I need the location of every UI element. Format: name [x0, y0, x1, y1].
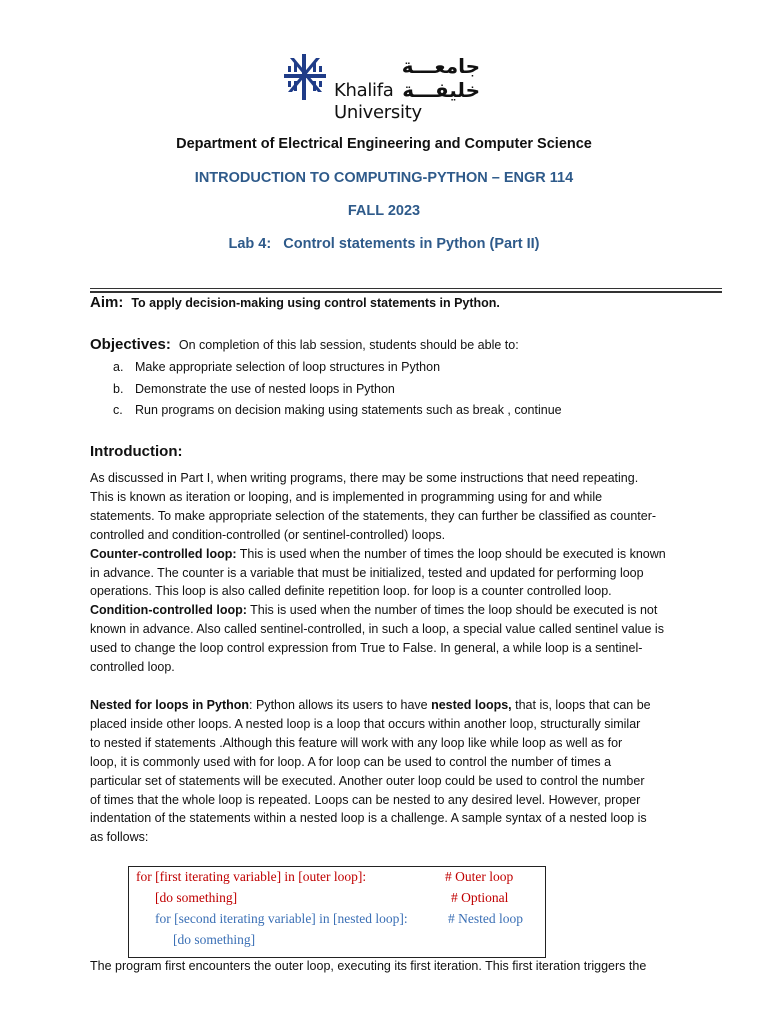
- list-item-text: Demonstrate the use of nested loops in Python: [135, 381, 395, 396]
- text-span: : Python allows its users to have: [249, 698, 432, 712]
- university-logo: [282, 52, 482, 123]
- text-line: controlled and condition-controlled (or sentinel-controlled) loops.: [90, 527, 446, 542]
- counter-loop-label: Counter-controlled loop:: [90, 546, 237, 561]
- condition-loop-label: Condition-controlled loop:: [90, 603, 247, 618]
- text-span: This is used when the number of times the loop should be executed is not: [246, 603, 658, 618]
- text-line: loop, it is commonly used with for loop. A for loop can be used to control the number of times a: [90, 754, 612, 769]
- department-title: Department of Electrical Engineering and Computer Science: [176, 136, 592, 152]
- text-line: used to change the loop control expression from True to False. In general, a while loop is a sentinel-: [90, 641, 643, 656]
- introduction-heading: Introduction:: [90, 443, 183, 460]
- text-line: to nested if statements .Although this feature will work with any loop like while loop as well as for: [90, 735, 623, 750]
- course-title: INTRODUCTION TO COMPUTING-PYTHON – ENGR 114: [194, 170, 574, 186]
- list-marker: a.: [113, 360, 124, 374]
- text-line: placed inside other loops. A nested loop is a loop that occurs within another loop, structurally similar: [90, 716, 641, 731]
- khalifa-university-emblem-icon: [282, 52, 328, 102]
- objectives-section: [90, 336, 519, 353]
- code-line-outer-loop: for [first iterating variable] in [outer loop]:: [136, 869, 367, 884]
- list-item: [113, 357, 562, 379]
- objectives-list: [113, 357, 562, 422]
- objectives-heading: Objectives:: [90, 336, 171, 353]
- text-span: This is used when the number of times the loop should be executed is known: [236, 546, 666, 561]
- objectives-lead: On completion of this lab session, students should be able to:: [178, 338, 519, 352]
- list-item: [113, 379, 562, 401]
- introduction-paragraph: [90, 469, 725, 677]
- list-marker: c.: [113, 403, 123, 417]
- text-line: [90, 601, 725, 620]
- list-item-text: Make appropriate selection of loop structures in Python: [135, 360, 441, 374]
- text-line: As discussed in Part I, when writing programs, there may be some instructions that need repeating.: [90, 471, 639, 485]
- list-item-text: Run programs on decision making using statements such as break , continue: [135, 403, 562, 417]
- term-title: FALL 2023: [347, 203, 421, 219]
- text-span: that is, loops that can be: [511, 698, 651, 712]
- text-line: known in advance. Also called sentinel-controlled, in such a loop, a special value called sentinel value is: [90, 622, 664, 637]
- text-line: indentation of the statements within a nested loop is a challenge. A sample syntax of a nested loop is: [90, 811, 647, 826]
- code-comment-nested: # Nested loop: [448, 911, 523, 926]
- aim-section: [90, 294, 500, 311]
- text-line: of times that the whole loop is repeated. Loops can be nested to any desired level. However, proper: [90, 792, 641, 807]
- code-line-do-something: [do something]: [155, 890, 238, 905]
- list-marker: b.: [113, 381, 124, 396]
- logo-arabic-text: جامعـــة خليفـــة: [401, 54, 480, 102]
- text-line: [90, 545, 725, 564]
- nested-loops-label: Nested for loops in Python: [90, 698, 250, 712]
- nested-loop-syntax-box: [128, 866, 546, 958]
- text-line: [90, 696, 725, 715]
- code-comment-outer: # Outer loop: [445, 869, 514, 884]
- nested-loops-paragraph: [90, 696, 725, 847]
- divider-thick: [90, 291, 722, 293]
- nested-loops-bold: nested loops,: [431, 698, 512, 712]
- code-line-inner-do-something: [do something]: [173, 932, 256, 947]
- text-line: operations. This loop is also called definite repetition loop. for loop is a counter controlled loop.: [90, 584, 612, 599]
- list-item: [113, 400, 562, 422]
- text-line: controlled loop.: [90, 660, 175, 675]
- lab-title: Lab 4: Control statements in Python (Part II): [228, 236, 540, 252]
- divider-thin: [90, 288, 722, 289]
- logo-english-text: Khalifa University: [334, 80, 422, 123]
- final-text-line: The program first encounters the outer loop, executing its first iteration. This first iteration triggers the: [90, 959, 647, 973]
- aim-text: To apply decision-making using control statements in Python.: [131, 296, 500, 310]
- text-line: This is known as iteration or looping, and is implemented in programming using for and while: [90, 489, 603, 504]
- text-line: statements. To make appropriate selection of the statements, they can further be classified as counter-: [90, 508, 657, 523]
- text-line: in advance. The counter is a variable that must be initialized, tested and updated for performing loop: [90, 565, 644, 580]
- text-line: particular set of statements will be executed. Another outer loop could be used to control the number: [90, 773, 645, 788]
- text-line: as follows:: [90, 830, 149, 845]
- aim-heading: Aim:: [90, 294, 124, 311]
- code-line-nested-loop: for [second iterating variable] in [nested loop]:: [155, 911, 408, 926]
- code-comment-optional: # Optional: [451, 890, 509, 905]
